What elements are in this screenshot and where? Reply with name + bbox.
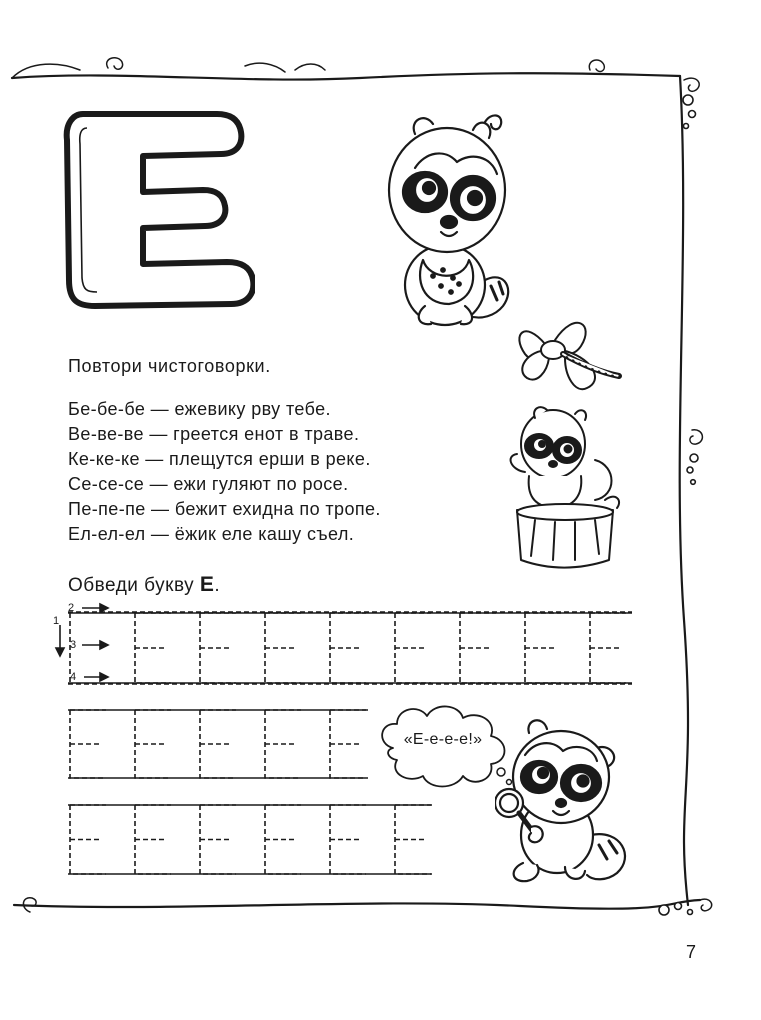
tongue-twister-line: Се-се-се — ежи гуляют по росе. <box>68 474 349 494</box>
stroke-step-4-label: 4 <box>70 671 77 683</box>
dashed-letter-e[interactable] <box>265 805 301 874</box>
dashed-letter-e[interactable] <box>330 613 366 683</box>
dashed-letter-e[interactable] <box>135 805 171 874</box>
dashed-letter-e[interactable] <box>135 710 171 778</box>
dashed-letter-e[interactable] <box>330 805 366 874</box>
tongue-twister-line: Пе-пе-пе — бежит ехидна по тропе. <box>68 499 381 519</box>
stroke-step-2-label: 2 <box>68 602 75 614</box>
instruction-text: Повтори чистоговорки. <box>68 356 271 376</box>
speech-bubble-text: «Е-е-е-е!» <box>403 731 483 748</box>
dashed-letter-e[interactable] <box>200 805 236 874</box>
trace-task-end: . <box>214 575 221 596</box>
dashed-letter-e[interactable] <box>330 710 366 778</box>
dashed-letter-e[interactable] <box>525 613 561 683</box>
dashed-letter-e[interactable] <box>460 613 496 683</box>
tongue-twister-line: Ве-ве-ве — греется енот в траве. <box>68 424 360 444</box>
dashed-letter-e[interactable] <box>70 805 106 874</box>
dashed-letter-e[interactable] <box>265 613 301 683</box>
dashed-letter-e[interactable] <box>200 710 236 778</box>
stroke-step-3-label: 3 <box>70 639 77 651</box>
big-letter-e <box>55 100 255 320</box>
dashed-letter-e[interactable] <box>590 613 626 683</box>
tongue-twister-list <box>68 397 381 547</box>
tongue-twister-line: Бе-бе-бе — ежевику рву тебе. <box>68 399 331 419</box>
tongue-twister-line: Ел-ел-ел — ёжик еле кашу съел. <box>68 524 355 544</box>
dashed-letter-e[interactable] <box>395 613 431 683</box>
raccoon-on-stump-illustration <box>505 310 625 575</box>
tongue-twister-line: Ке-ке-ке — плещутся ерши в реке. <box>68 449 371 469</box>
dashed-letter-e[interactable] <box>265 710 301 778</box>
dashed-letter-e[interactable] <box>135 613 171 683</box>
dashed-letter-e[interactable] <box>70 710 106 778</box>
raccoon-with-magnifier-illustration <box>495 715 635 885</box>
dashed-letter-e[interactable] <box>395 805 431 874</box>
raccoon-with-strawberry-illustration <box>385 110 510 330</box>
trace-task-text: Обведи букву <box>68 575 195 596</box>
trace-task-title <box>68 573 220 597</box>
trace-task-letter: Е <box>199 573 215 596</box>
page-number: 7 <box>686 942 697 962</box>
dashed-letter-e[interactable] <box>200 613 236 683</box>
stroke-step-1-label: 1 <box>53 615 60 627</box>
